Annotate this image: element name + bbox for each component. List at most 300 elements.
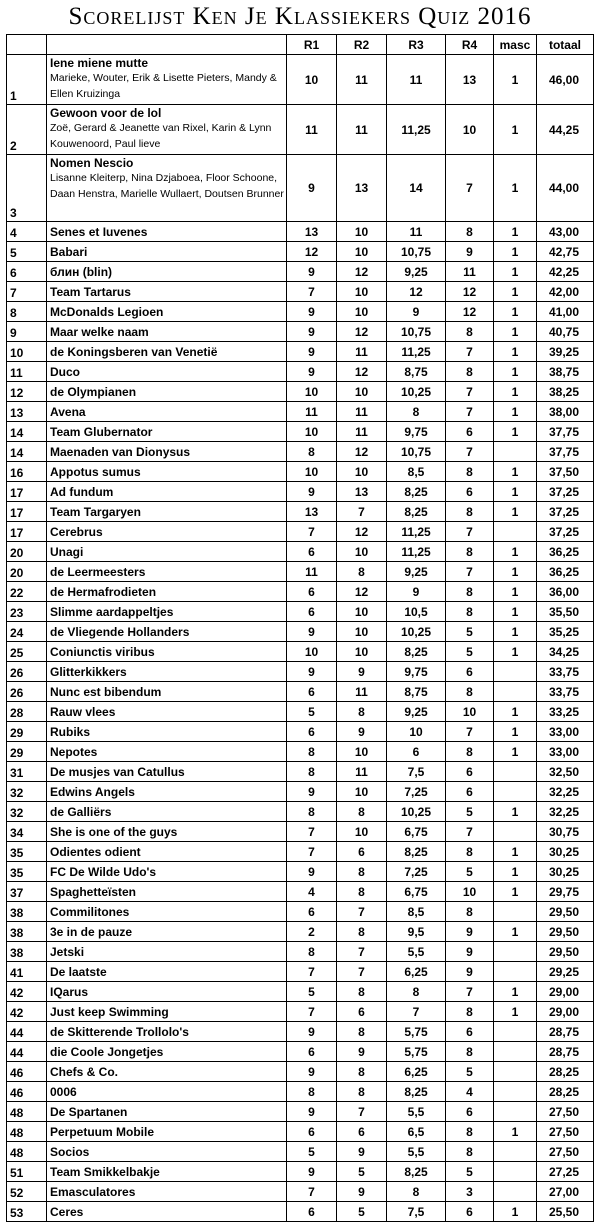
r3-cell: 11,25: [387, 105, 446, 155]
r1-cell: 6: [287, 722, 337, 742]
masc-cell: [494, 942, 537, 962]
score-table: [6, 34, 594, 1222]
table-row: [7, 302, 594, 322]
r4-cell: 6: [446, 482, 494, 502]
table-row: [7, 862, 594, 882]
rank-cell: 25: [7, 642, 47, 662]
rank-cell: 38: [7, 902, 47, 922]
team-name: IQarus: [47, 982, 287, 1002]
header-total: totaal: [537, 35, 594, 55]
r1-cell: 8: [287, 802, 337, 822]
r3-cell: 12: [387, 282, 446, 302]
table-row: [7, 322, 594, 342]
team-name: Nepotes: [47, 742, 287, 762]
total-cell: 34,25: [537, 642, 594, 662]
masc-cell: [494, 1162, 537, 1182]
r3-cell: 8: [387, 402, 446, 422]
team-name: Senes et Iuvenes: [47, 222, 287, 242]
total-cell: 29,00: [537, 1002, 594, 1022]
masc-cell: 1: [494, 842, 537, 862]
table-row: [7, 742, 594, 762]
r1-cell: 6: [287, 1202, 337, 1222]
r3-cell: 8,25: [387, 642, 446, 662]
rank-cell: 22: [7, 582, 47, 602]
r2-cell: 13: [337, 482, 387, 502]
r3-cell: 10,75: [387, 242, 446, 262]
r2-cell: 8: [337, 562, 387, 582]
table-row: [7, 582, 594, 602]
masc-cell: [494, 962, 537, 982]
masc-cell: 1: [494, 602, 537, 622]
r2-cell: 8: [337, 982, 387, 1002]
table-row: [7, 642, 594, 662]
masc-cell: [494, 902, 537, 922]
r4-cell: 5: [446, 622, 494, 642]
header-team: [47, 35, 287, 55]
r1-cell: 9: [287, 302, 337, 322]
team-name: Spaghetteïsten: [47, 882, 287, 902]
masc-cell: [494, 442, 537, 462]
table-row: [7, 242, 594, 262]
r4-cell: 8: [446, 1002, 494, 1022]
r2-cell: 10: [337, 822, 387, 842]
masc-cell: 1: [494, 105, 537, 155]
rank-cell: 42: [7, 1002, 47, 1022]
rank-cell: 46: [7, 1062, 47, 1082]
masc-cell: 1: [494, 462, 537, 482]
masc-cell: 1: [494, 622, 537, 642]
team-name: Maenaden van Dionysus: [47, 442, 287, 462]
total-cell: 40,75: [537, 322, 594, 342]
r4-cell: 6: [446, 1022, 494, 1042]
r2-cell: 13: [337, 155, 387, 222]
r1-cell: 13: [287, 222, 337, 242]
masc-cell: 1: [494, 982, 537, 1002]
team-name: de Vliegende Hollanders: [47, 622, 287, 642]
team-name: de Olympianen: [47, 382, 287, 402]
r4-cell: 12: [446, 282, 494, 302]
table-row: [7, 662, 594, 682]
total-cell: 44,00: [537, 155, 594, 222]
table-row: [7, 282, 594, 302]
total-cell: 37,75: [537, 422, 594, 442]
r4-cell: 8: [446, 1142, 494, 1162]
masc-cell: 1: [494, 402, 537, 422]
r3-cell: 10,75: [387, 442, 446, 462]
r4-cell: 9: [446, 922, 494, 942]
r4-cell: 7: [446, 522, 494, 542]
total-cell: 29,75: [537, 882, 594, 902]
table-row: [7, 622, 594, 642]
r3-cell: 7,5: [387, 1202, 446, 1222]
rank-cell: 28: [7, 702, 47, 722]
masc-cell: 1: [494, 642, 537, 662]
total-cell: 27,50: [537, 1102, 594, 1122]
r2-cell: 10: [337, 242, 387, 262]
r4-cell: 5: [446, 642, 494, 662]
r4-cell: 6: [446, 762, 494, 782]
masc-cell: 1: [494, 282, 537, 302]
table-row: [7, 682, 594, 702]
r2-cell: 5: [337, 1202, 387, 1222]
team-members: Marieke, Wouter, Erik & Lisette Pieters, Mandy & Ellen Kruizinga: [50, 72, 277, 100]
r1-cell: 9: [287, 782, 337, 802]
total-cell: 33,00: [537, 722, 594, 742]
rank-cell: 34: [7, 822, 47, 842]
total-cell: 35,25: [537, 622, 594, 642]
r3-cell: 11: [387, 222, 446, 242]
masc-cell: 1: [494, 882, 537, 902]
total-cell: 41,00: [537, 302, 594, 322]
r1-cell: 7: [287, 282, 337, 302]
r4-cell: 6: [446, 1102, 494, 1122]
table-row: [7, 922, 594, 942]
r4-cell: 8: [446, 542, 494, 562]
r4-cell: 10: [446, 882, 494, 902]
r3-cell: 8,5: [387, 902, 446, 922]
r3-cell: 6,75: [387, 822, 446, 842]
rank-cell: 14: [7, 442, 47, 462]
team-name: Just keep Swimming: [47, 1002, 287, 1022]
total-cell: 28,25: [537, 1062, 594, 1082]
r1-cell: 10: [287, 55, 337, 105]
r4-cell: 6: [446, 662, 494, 682]
r3-cell: 6,25: [387, 962, 446, 982]
masc-cell: [494, 1062, 537, 1082]
table-row: [7, 562, 594, 582]
r4-cell: 7: [446, 982, 494, 1002]
r2-cell: 10: [337, 302, 387, 322]
r4-cell: 9: [446, 962, 494, 982]
team-name: Ceres: [47, 1202, 287, 1222]
table-body: [7, 55, 594, 1222]
r1-cell: 11: [287, 402, 337, 422]
masc-cell: 1: [494, 322, 537, 342]
r3-cell: 10,5: [387, 602, 446, 622]
masc-cell: 1: [494, 55, 537, 105]
r4-cell: 6: [446, 782, 494, 802]
team-name: Cerebrus: [47, 522, 287, 542]
r2-cell: 11: [337, 342, 387, 362]
r3-cell: 7: [387, 1002, 446, 1022]
total-cell: 29,00: [537, 982, 594, 1002]
r4-cell: 3: [446, 1182, 494, 1202]
r2-cell: 10: [337, 222, 387, 242]
rank-cell: 35: [7, 842, 47, 862]
rank-cell: 48: [7, 1102, 47, 1122]
r4-cell: 7: [446, 342, 494, 362]
team-cell: [47, 155, 287, 222]
r1-cell: 9: [287, 1022, 337, 1042]
masc-cell: [494, 522, 537, 542]
r3-cell: 10,25: [387, 622, 446, 642]
r2-cell: 6: [337, 842, 387, 862]
masc-cell: 1: [494, 342, 537, 362]
rank-cell: 31: [7, 762, 47, 782]
team-name: Rubiks: [47, 722, 287, 742]
r2-cell: 8: [337, 1062, 387, 1082]
table-row: [7, 402, 594, 422]
r2-cell: 11: [337, 55, 387, 105]
rank-cell: 44: [7, 1022, 47, 1042]
table-row: [7, 382, 594, 402]
r1-cell: 5: [287, 1142, 337, 1162]
total-cell: 42,75: [537, 242, 594, 262]
r2-cell: 12: [337, 442, 387, 462]
masc-cell: 1: [494, 262, 537, 282]
r3-cell: 8: [387, 982, 446, 1002]
r1-cell: 6: [287, 902, 337, 922]
masc-cell: [494, 1082, 537, 1102]
team-name: Babari: [47, 242, 287, 262]
r2-cell: 7: [337, 1102, 387, 1122]
masc-cell: 1: [494, 362, 537, 382]
r3-cell: 9: [387, 302, 446, 322]
r1-cell: 10: [287, 642, 337, 662]
table-row: [7, 1162, 594, 1182]
r3-cell: 11: [387, 55, 446, 105]
r1-cell: 13: [287, 502, 337, 522]
r3-cell: 8: [387, 1182, 446, 1202]
rank-cell: 38: [7, 922, 47, 942]
r2-cell: 7: [337, 942, 387, 962]
r3-cell: 9,25: [387, 562, 446, 582]
rank-cell: 17: [7, 502, 47, 522]
r2-cell: 8: [337, 882, 387, 902]
total-cell: 29,50: [537, 922, 594, 942]
total-cell: 33,75: [537, 662, 594, 682]
r2-cell: 12: [337, 362, 387, 382]
team-name: De Spartanen: [47, 1102, 287, 1122]
table-row: [7, 502, 594, 522]
r4-cell: 8: [446, 602, 494, 622]
team-name: de Hermafrodieten: [47, 582, 287, 602]
r2-cell: 11: [337, 762, 387, 782]
team-name: Rauw vlees: [47, 702, 287, 722]
masc-cell: 1: [494, 922, 537, 942]
table-row: [7, 442, 594, 462]
masc-cell: [494, 1142, 537, 1162]
table-row: [7, 1062, 594, 1082]
team-name: De laatste: [47, 962, 287, 982]
r2-cell: 11: [337, 422, 387, 442]
r2-cell: 11: [337, 402, 387, 422]
team-name: Nunc est bibendum: [47, 682, 287, 702]
r4-cell: 5: [446, 1062, 494, 1082]
team-members: Lisanne Kleiterp, Nina Dzjaboea, Floor Schoone, Daan Henstra, Marielle Wullaert, Doutsen Brunner: [50, 172, 284, 200]
rank-cell: 11: [7, 362, 47, 382]
table-row: [7, 462, 594, 482]
r4-cell: 8: [446, 1042, 494, 1062]
team-name: de Galliërs: [47, 802, 287, 822]
r1-cell: 9: [287, 1162, 337, 1182]
r4-cell: 8: [446, 322, 494, 342]
r4-cell: 7: [446, 382, 494, 402]
total-cell: 30,25: [537, 862, 594, 882]
r3-cell: 9,75: [387, 662, 446, 682]
table-row: [7, 982, 594, 1002]
table-row: [7, 1202, 594, 1222]
r4-cell: 6: [446, 422, 494, 442]
table-row: [7, 482, 594, 502]
r1-cell: 9: [287, 862, 337, 882]
rank-cell: 12: [7, 382, 47, 402]
r3-cell: 6: [387, 742, 446, 762]
total-cell: 33,00: [537, 742, 594, 762]
r2-cell: 9: [337, 722, 387, 742]
r4-cell: 7: [446, 402, 494, 422]
team-name: Jetski: [47, 942, 287, 962]
team-name: Team Targaryen: [47, 502, 287, 522]
rank-cell: 2: [7, 105, 47, 155]
header-r3: R3: [387, 35, 446, 55]
r4-cell: 8: [446, 582, 494, 602]
rank-cell: 26: [7, 682, 47, 702]
r2-cell: 11: [337, 105, 387, 155]
total-cell: 27,50: [537, 1122, 594, 1142]
masc-cell: 1: [494, 422, 537, 442]
total-cell: 38,25: [537, 382, 594, 402]
r1-cell: 2: [287, 922, 337, 942]
masc-cell: [494, 1022, 537, 1042]
total-cell: 32,25: [537, 782, 594, 802]
team-name: Coniunctis viribus: [47, 642, 287, 662]
rank-cell: 53: [7, 1202, 47, 1222]
r2-cell: 7: [337, 902, 387, 922]
masc-cell: 1: [494, 722, 537, 742]
masc-cell: 1: [494, 302, 537, 322]
rank-cell: 46: [7, 1082, 47, 1102]
team-name: Emasculatores: [47, 1182, 287, 1202]
r4-cell: 7: [446, 722, 494, 742]
masc-cell: 1: [494, 802, 537, 822]
table-row: [7, 1022, 594, 1042]
table-row: [7, 822, 594, 842]
rank-cell: 29: [7, 722, 47, 742]
rank-cell: 44: [7, 1042, 47, 1062]
r3-cell: 9,25: [387, 702, 446, 722]
r1-cell: 6: [287, 682, 337, 702]
masc-cell: 1: [494, 582, 537, 602]
header-r2: R2: [337, 35, 387, 55]
team-name: Slimme aardappeltjes: [47, 602, 287, 622]
team-name: Maar welke naam: [47, 322, 287, 342]
r3-cell: 5,5: [387, 1102, 446, 1122]
team-name: Iene miene mutte: [50, 56, 149, 70]
total-cell: 25,50: [537, 1202, 594, 1222]
r3-cell: 10: [387, 722, 446, 742]
r4-cell: 6: [446, 1202, 494, 1222]
r3-cell: 5,5: [387, 942, 446, 962]
team-name: Appotus sumus: [47, 462, 287, 482]
table-row: [7, 542, 594, 562]
r3-cell: 8,25: [387, 502, 446, 522]
table-row: [7, 902, 594, 922]
r3-cell: 9,75: [387, 422, 446, 442]
r1-cell: 4: [287, 882, 337, 902]
r3-cell: 8,25: [387, 1162, 446, 1182]
r2-cell: 8: [337, 1082, 387, 1102]
table-row: [7, 602, 594, 622]
r1-cell: 5: [287, 982, 337, 1002]
r1-cell: 6: [287, 582, 337, 602]
r4-cell: 7: [446, 442, 494, 462]
r2-cell: 10: [337, 642, 387, 662]
masc-cell: [494, 1102, 537, 1122]
r3-cell: 11,25: [387, 342, 446, 362]
r1-cell: 6: [287, 1042, 337, 1062]
r2-cell: 10: [337, 542, 387, 562]
r1-cell: 9: [287, 1102, 337, 1122]
r2-cell: 6: [337, 1122, 387, 1142]
r2-cell: 11: [337, 682, 387, 702]
r3-cell: 9,5: [387, 922, 446, 942]
rank-cell: 29: [7, 742, 47, 762]
r2-cell: 10: [337, 622, 387, 642]
r1-cell: 12: [287, 242, 337, 262]
rank-cell: 48: [7, 1122, 47, 1142]
r2-cell: 10: [337, 462, 387, 482]
rank-cell: 24: [7, 622, 47, 642]
masc-cell: 1: [494, 862, 537, 882]
total-cell: 46,00: [537, 55, 594, 105]
r2-cell: 9: [337, 1182, 387, 1202]
masc-cell: 1: [494, 242, 537, 262]
table-row: [7, 262, 594, 282]
header-r4: R4: [446, 35, 494, 55]
table-row: [7, 342, 594, 362]
total-cell: 27,00: [537, 1182, 594, 1202]
rank-cell: 41: [7, 962, 47, 982]
total-cell: 28,75: [537, 1022, 594, 1042]
rank-cell: 4: [7, 222, 47, 242]
r4-cell: 10: [446, 105, 494, 155]
r1-cell: 9: [287, 155, 337, 222]
total-cell: 42,25: [537, 262, 594, 282]
team-name: Team Tartarus: [47, 282, 287, 302]
r3-cell: 6,25: [387, 1062, 446, 1082]
table-row: [7, 1122, 594, 1142]
rank-cell: 20: [7, 562, 47, 582]
r3-cell: 8,25: [387, 482, 446, 502]
total-cell: 32,50: [537, 762, 594, 782]
team-name: McDonalds Legioen: [47, 302, 287, 322]
r4-cell: 8: [446, 502, 494, 522]
r2-cell: 9: [337, 1042, 387, 1062]
rank-cell: 38: [7, 942, 47, 962]
rank-cell: 20: [7, 542, 47, 562]
r1-cell: 8: [287, 942, 337, 962]
r4-cell: 9: [446, 942, 494, 962]
r1-cell: 8: [287, 742, 337, 762]
r4-cell: 10: [446, 702, 494, 722]
team-members: Zoë, Gerard & Jeanette van Rixel, Karin & Lynn Kouwenoord, Paul lieve: [50, 122, 272, 150]
rank-cell: 37: [7, 882, 47, 902]
r2-cell: 8: [337, 1022, 387, 1042]
total-cell: 35,50: [537, 602, 594, 622]
r1-cell: 9: [287, 362, 337, 382]
r1-cell: 9: [287, 322, 337, 342]
r1-cell: 9: [287, 342, 337, 362]
r1-cell: 10: [287, 462, 337, 482]
r2-cell: 8: [337, 802, 387, 822]
team-name: Odientes odient: [47, 842, 287, 862]
r2-cell: 10: [337, 602, 387, 622]
total-cell: 42,00: [537, 282, 594, 302]
header-masc: masc: [494, 35, 537, 55]
table-row: [7, 522, 594, 542]
r4-cell: 8: [446, 742, 494, 762]
